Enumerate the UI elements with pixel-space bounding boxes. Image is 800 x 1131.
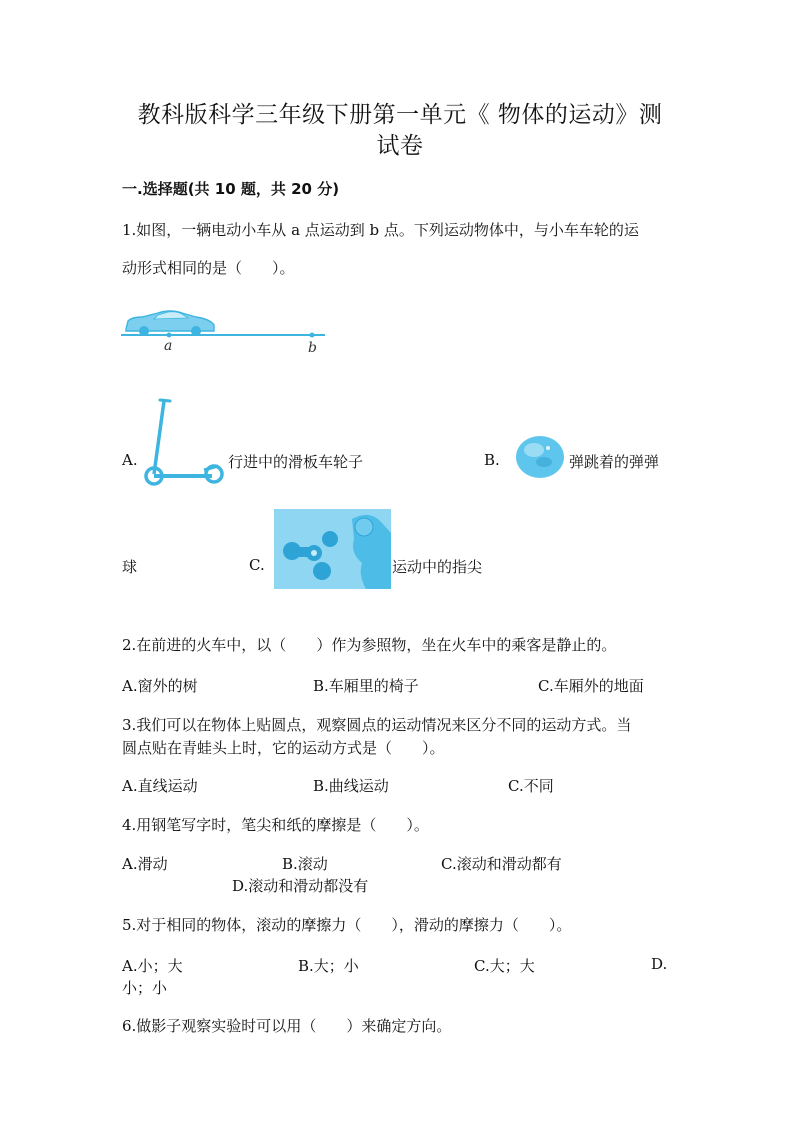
point-a-label: a xyxy=(164,338,173,354)
q5-option-c: C.大；大 xyxy=(474,957,535,975)
question-6-text: 6.做影子观察实验时可以用（ ）来确定方向。 xyxy=(122,1017,452,1035)
q5-option-d: D. xyxy=(651,955,668,973)
page-title-line2: 试卷 xyxy=(376,133,424,159)
q5-option-b: B.大；小 xyxy=(298,957,359,975)
bouncy-ball-icon xyxy=(514,434,566,480)
question-5-text: 5.对于相同的物体，滚动的摩擦力（ ），滑动的摩擦力（ ）。 xyxy=(122,916,572,934)
q4-option-b: B.滚动 xyxy=(282,855,328,873)
option-a-letter: A. xyxy=(122,451,138,469)
option-c-text: 运动中的指尖 xyxy=(392,558,483,576)
option-b-letter: B. xyxy=(484,451,500,469)
question-1-text-cont: 动形式相同的是（ ）。 xyxy=(122,259,295,277)
q2-option-c: C.车厢外的地面 xyxy=(538,677,644,695)
point-b-label: b xyxy=(308,340,317,356)
option-b-text: 弹跳着的弹弹 xyxy=(569,453,660,471)
question-3-text-cont: 圆点贴在青蛙头上时，它的运动方式是（ ）。 xyxy=(122,739,445,757)
q2-option-b: B.车厢里的椅子 xyxy=(313,677,419,695)
car-track-figure xyxy=(118,305,333,360)
scooter-icon xyxy=(140,398,230,488)
option-b-text-cont: 球 xyxy=(122,558,138,576)
option-a-text: 行进中的滑板车轮子 xyxy=(228,453,364,471)
option-c-letter: C. xyxy=(249,556,265,574)
q4-option-d: D.滚动和滑动都没有 xyxy=(232,877,369,895)
q4-option-a: A.滑动 xyxy=(122,855,168,873)
question-4-text: 4.用钢笔写字时，笔尖和纸的摩擦是（ ）。 xyxy=(122,816,429,834)
q2-option-a: A.窗外的树 xyxy=(122,677,198,695)
q3-option-b: B.曲线运动 xyxy=(313,777,389,795)
q5-option-d-cont: 小；小 xyxy=(122,979,168,997)
q5-option-a: A.小；大 xyxy=(122,957,183,975)
question-1-text: 1.如图，一辆电动小车从 a 点运动到 b 点。下列运动物体中，与小车车轮的运 xyxy=(122,221,639,239)
question-2-text: 2.在前进的火车中，以（ ）作为参照物，坐在火车中的乘客是静止的。 xyxy=(122,636,617,654)
question-3-text: 3.我们可以在物体上贴圆点，观察圆点的运动情况来区分不同的运动方式。当 xyxy=(122,716,632,734)
q4-option-c: C.滚动和滑动都有 xyxy=(441,855,562,873)
section-heading: 一.选择题(共 10 题，共 20 分) xyxy=(122,180,340,198)
q3-option-c: C.不同 xyxy=(508,777,554,795)
fidget-spinner-icon xyxy=(274,509,391,589)
q3-option-a: A.直线运动 xyxy=(122,777,198,795)
car-icon xyxy=(126,311,214,336)
page-title: 教科版科学三年级下册第一单元《 物体的运动》测 xyxy=(137,102,663,128)
